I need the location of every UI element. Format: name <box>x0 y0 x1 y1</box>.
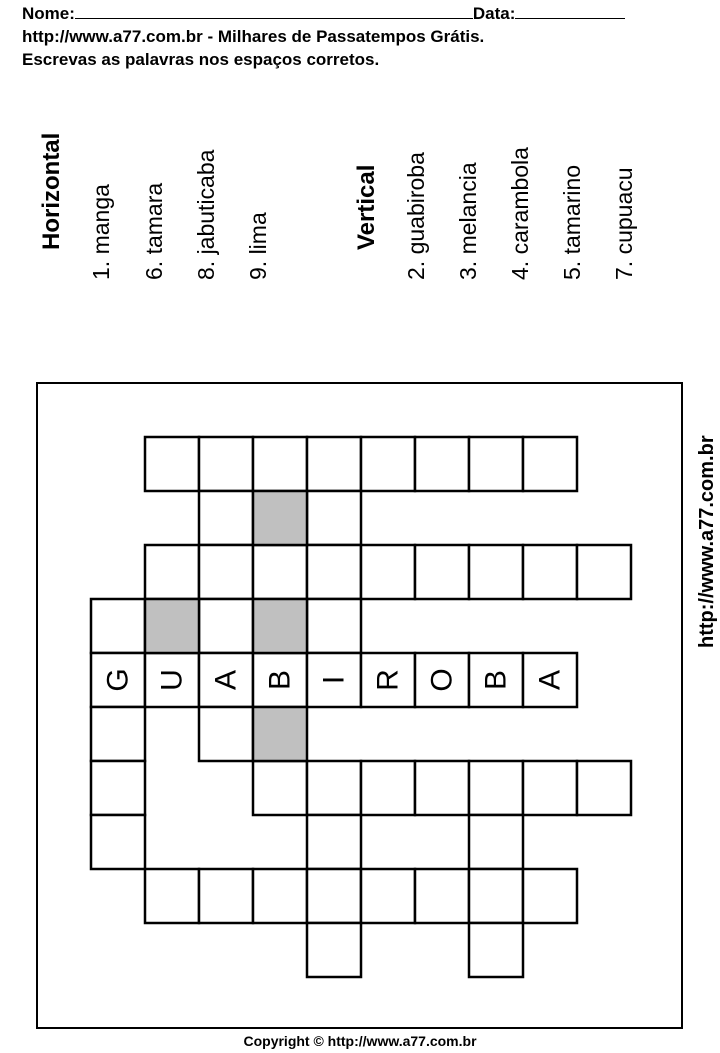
crossword-cell[interactable] <box>469 761 523 815</box>
crossword-cell[interactable] <box>199 707 253 761</box>
side-url: http://www.a77.com.br <box>696 435 718 648</box>
crossword-cell[interactable] <box>469 545 523 599</box>
crossword-cell[interactable] <box>307 923 361 977</box>
cell-letter: I <box>317 675 351 685</box>
crossword-cell[interactable] <box>91 707 145 761</box>
crossword-cell[interactable] <box>199 869 253 923</box>
crossword-cell[interactable] <box>91 761 145 815</box>
crossword-cell[interactable] <box>415 761 469 815</box>
crossword-cell[interactable] <box>361 545 415 599</box>
crossword-cell[interactable] <box>469 869 523 923</box>
date-label: Data: <box>472 4 516 23</box>
crossword-cell[interactable] <box>253 761 307 815</box>
name-label: Nome: <box>22 4 75 23</box>
crossword-cell[interactable] <box>415 437 469 491</box>
crossword-cell[interactable] <box>523 869 577 923</box>
instructions: Escrevas as palavras nos espaços corretos. <box>22 50 380 69</box>
vertical-word-3: 4. carambola <box>507 147 533 280</box>
crossword-cell[interactable] <box>199 599 253 653</box>
crossword-cell[interactable] <box>469 923 523 977</box>
crossword-cell[interactable] <box>307 545 361 599</box>
crossword-cell[interactable] <box>253 545 307 599</box>
horizontal-word-4: 9. lima <box>245 212 271 280</box>
cell-letter: U <box>155 669 189 691</box>
vertical-word-5: 7. cupuacu <box>611 167 637 280</box>
horizontal-word-2: 6. tamara <box>141 182 167 280</box>
shaded-cell <box>253 491 307 545</box>
crossword-cell[interactable] <box>253 437 307 491</box>
crossword-cell[interactable] <box>523 545 577 599</box>
crossword-cell[interactable] <box>415 545 469 599</box>
cell-letter: A <box>533 669 567 691</box>
crossword-cell[interactable] <box>523 437 577 491</box>
crossword-cell[interactable] <box>145 545 199 599</box>
crossword-cell[interactable] <box>145 437 199 491</box>
crossword-cell[interactable] <box>469 815 523 869</box>
cell-letter: R <box>371 669 405 691</box>
vertical-word-4: 5. tamarino <box>559 164 585 280</box>
crossword-cell[interactable] <box>145 869 199 923</box>
site-line: http://www.a77.com.br - Milhares de Passatempos Grátis. <box>22 27 485 46</box>
crossword-cell[interactable] <box>199 545 253 599</box>
cell-letter: B <box>479 669 513 691</box>
crossword-cell[interactable] <box>577 545 631 599</box>
vertical-word-1: 2. guabiroba <box>403 152 429 280</box>
horizontal-word-1: 1. manga <box>88 184 114 280</box>
crossword-cell[interactable] <box>307 599 361 653</box>
crossword-cell[interactable] <box>577 761 631 815</box>
crossword-cell[interactable] <box>91 599 145 653</box>
cell-letter: B <box>263 669 297 691</box>
cell-letter: O <box>425 668 459 692</box>
copyright: Copyright © http://www.a77.com.br <box>243 1033 477 1049</box>
crossword-cell[interactable] <box>361 437 415 491</box>
crossword-cell[interactable] <box>253 869 307 923</box>
crossword-cell[interactable] <box>199 437 253 491</box>
crossword-cell[interactable] <box>469 437 523 491</box>
crossword-cell[interactable] <box>523 761 577 815</box>
crossword-cell[interactable] <box>361 869 415 923</box>
crossword-cell[interactable] <box>415 869 469 923</box>
crossword-cell[interactable] <box>307 869 361 923</box>
shaded-cell <box>145 599 199 653</box>
shaded-cell <box>253 599 307 653</box>
crossword-cell[interactable] <box>361 761 415 815</box>
crossword-cell[interactable] <box>199 491 253 545</box>
cell-letter: G <box>101 668 135 692</box>
vertical-word-2: 3. melancia <box>455 162 481 280</box>
crossword-cell[interactable] <box>307 761 361 815</box>
crossword-cell[interactable] <box>307 437 361 491</box>
cell-letter: A <box>209 669 243 691</box>
crossword-cell[interactable] <box>307 815 361 869</box>
crossword-cell[interactable] <box>91 815 145 869</box>
horizontal-title: Horizontal <box>38 132 65 250</box>
crossword-cell[interactable] <box>307 491 361 545</box>
shaded-cell <box>253 707 307 761</box>
horizontal-word-3: 8. jabuticaba <box>193 149 219 280</box>
vertical-title: Vertical <box>353 164 380 250</box>
